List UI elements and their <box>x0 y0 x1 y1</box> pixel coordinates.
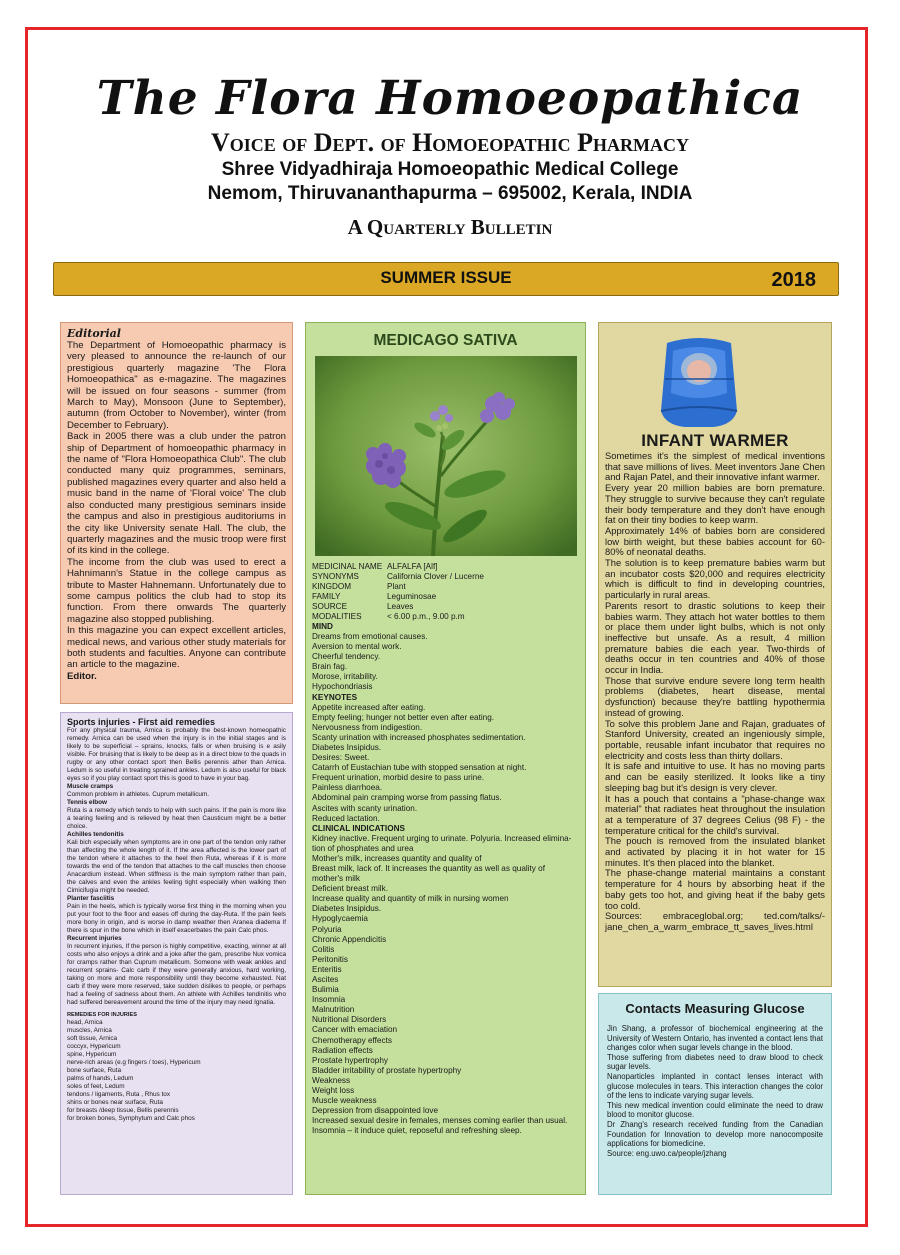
clinical-item: Ascites <box>312 975 339 984</box>
sports-section-text: Common problem in athletes. Cuprum metallicum. <box>67 791 210 798</box>
remedy-item: shins or bones near surface, Ruta <box>67 1099 163 1106</box>
issue-year: 2018 <box>771 269 816 291</box>
sports-section-heading: Tennis elbow <box>67 799 108 806</box>
fact-key: KINGDOM <box>312 582 352 591</box>
clinical-item: Chemotherapy effects <box>312 1035 392 1045</box>
fact-key: MODALITIES <box>312 612 362 621</box>
clinical-item: Colitis <box>312 944 335 954</box>
sports-section-text: Pain in the heels, which is typically worse first thing in the morning when you put your foot to the floor and eases off during the day-Ruta. If the pain feels more bony in origin, and is worse in damp weather then Aranea diadema If there is spur in the bone which in itself exacerbates the pain Calc phos. <box>67 903 286 934</box>
fact-key: SOURCE <box>312 602 348 611</box>
fact-value: Leguminosae <box>387 592 437 601</box>
infant-paragraph: The pouch is removed from the insulated blanket and activated by placing it in hot water for 15 minutes. It's then placed into the blanket. <box>605 835 825 868</box>
remedy-item: nerve-rich areas (e.g fingers / toes), Hypericum <box>67 1059 201 1066</box>
infant-warmer-box <box>598 322 832 987</box>
infant-paragraph: Those that survive endure severe long term health problems (diabetes, heart disease, mental dysfunction) because they're battling hypothermia instead of growing. <box>605 674 825 718</box>
issue-name: SUMMER ISSUE <box>380 268 512 287</box>
clinical-item: Bulimia <box>312 985 339 995</box>
clinical-item: Kidney inactive. Frequent urging to urinate. Polyuria. Increased elimina- <box>312 833 572 843</box>
mind-item: Aversion to mental work. <box>312 642 402 652</box>
glucose-paragraph: This new medical invention could eliminate the need to draw blood to monitor glucose. <box>607 1100 823 1120</box>
mind-item: Morose, irritability. <box>312 672 378 682</box>
bulletin-line: A Quarterly Bulletin <box>347 215 553 239</box>
remedy-item: spine, Hypericum <box>67 1051 117 1058</box>
mind-item: Dreams from emotional causes. <box>312 632 428 641</box>
remedy-item: for breasts /deep tissue, Bellis perennis <box>67 1107 179 1114</box>
college-name: Shree Vidyadhiraja Homoeopathic Medical College <box>221 159 679 180</box>
remedy-item: tendons / ligaments, Ruta , Rhus tox <box>67 1091 171 1098</box>
alfalfa-flower-image <box>315 356 577 556</box>
glucose-paragraph: Jin Shang, a professor of biochemical engineering at the University of Western Ontario, has invented a contact lens that changes color when sugar levels change in the blood. <box>607 1024 823 1053</box>
fact-value: < 6.00 p.m., 9.00 p.m <box>387 612 465 621</box>
magazine-title: The Flora Homoeopathica <box>96 71 804 126</box>
mind-item: Brain fag. <box>312 662 348 672</box>
college-address: Nemom, Thiruvananthapurma – 695002, Kerala, INDIA <box>207 183 693 204</box>
glucose-source: Source: eng.uwo.ca/people/jzhang <box>607 1148 727 1158</box>
editorial-heading: Editorial <box>67 327 121 340</box>
masthead <box>0 72 900 240</box>
clinical-item: Muscle weakness <box>312 1096 377 1106</box>
keynote-item: Empty feeling; hunger not better even after eating. <box>312 712 495 722</box>
fact-row <box>312 562 484 572</box>
fact-key: SYNONYMS <box>312 572 359 581</box>
remedy-item: head, Arnica <box>67 1019 103 1026</box>
keynote-item: Frequent urination, morbid desire to pass urine. <box>312 773 485 783</box>
infant-paragraph: Approximately 14% of babies born are considered low birth weight, but these babies account for 60-80% of neonatal deaths. <box>605 524 825 558</box>
infant-paragraph: To solve this problem Jane and Rajan, graduates of Stanford University, created an ingeniously simple, portable, reusable infant incubator that requires no electricity and costs less than thirty dollars. <box>605 717 825 761</box>
sports-section-heading: Achilles tendonitis <box>67 831 124 838</box>
clinical-item: Polyuria <box>312 924 342 934</box>
keynote-item: Catarrh of Eustachian tube with stopped sensation at night. <box>312 763 527 773</box>
clinical-item: Insomnia – it induce quiet, reposeful and refreshing sleep. <box>312 1126 522 1136</box>
infant-paragraph: Parents resort to drastic solutions to keep their babies warm. They attach hot water bottles to them or place them under light bulbs, which is not only ineffective but unsafe. As a result, 4 million premature babies die each year. Two-thirds of deaths occur in ten countries and 40% of those occur in India. <box>605 599 825 676</box>
clinical-item: Enteritis <box>312 964 342 974</box>
editorial-paragraph: The Department of Homoeopathic pharmacy is very pleased to announce the re-launch of our prestigious quarterly magazine 'The Flora Homoeopathica" as e-magazine. The magazines will be issued on four seasons - summer (from March to May), Monsoon (June to September), autumn (from October to November), winter (from December to February). <box>67 340 286 431</box>
keynote-item: Appetite increased after eating. <box>312 702 426 712</box>
infant-paragraph: The phase-change material maintains a constant temperature for 4 hours by absorbing heat if the baby gets too hot, and giving heat if the baby gets too cold. <box>605 867 825 911</box>
fact-row <box>312 582 484 592</box>
issue-bar <box>53 262 839 296</box>
clinical-item: Insomnia <box>312 995 346 1005</box>
clinical-item: mother's milk <box>312 874 360 884</box>
glucose-paragraph: Dr Zhang's research received funding from the Canadian Foundation for Innovation to develop more nanocomposite applications for biomedicine. <box>607 1119 823 1149</box>
fact-key: MEDICINAL NAME <box>312 562 383 571</box>
sports-intro: For any physical trauma, Arnica is probably the best-known homeopathic remedy. Arnica can be used when the injury is in the initial stages and is likely to be superficial – sprains, knocks, falls or when bruising is e asily visible. For bruising that is likely to be deep as in a direct blow to the quads in rugby or any other contact sport then Bellis perennis ather than Arnica. Ledum is so useful in treating sprained ankles. Ledum is also useful for black eyes so if you play contact sport this is good to have in your bag. <box>67 727 286 782</box>
clinical-item: tion of phosphates and urea <box>312 843 414 853</box>
editorial-paragraph: The income from the club was used to erect a Hahnimann's Statue in the college campus as tribute to Master Hahnemann. Unfortunately due to some campus politics the club had to stop its function. From there onwards The quarterly magazine also stopped publishing. <box>67 556 286 625</box>
sports-title: Sports injuries - First aid remedies <box>67 717 216 727</box>
clinical-item: Cancer with emaciation <box>312 1025 398 1035</box>
remedy-item: soles of feet, Ledum <box>67 1083 125 1090</box>
keynote-item: Diabetes Insipidus. <box>312 742 382 752</box>
clinical-item: Deficient breast milk. <box>312 884 388 894</box>
clinical-item: Peritonitis <box>312 954 348 964</box>
clinical-item: Radiation effects <box>312 1045 373 1055</box>
keynote-item: Painless diarrhoea. <box>312 783 383 793</box>
glucose-paragraph: Those suffering from diabetes need to draw blood to check sugar levels. <box>607 1052 823 1072</box>
fact-value: California Clover / Lucerne <box>387 572 484 581</box>
medicago-box <box>305 322 586 1195</box>
sports-section-heading: Planter fasciitis <box>67 895 115 902</box>
clinical-item: Weight loss <box>312 1086 355 1096</box>
sports-section-text: Kali bich especially when symptoms are in one part of the tendon only rather than affecting the whole length of it. If the area affected is the lower part of the tendon where it attaches to the heel then Ruta, whereas if it is more towards the end of the tendon that attaches to the calf muscles then choose Anacardium instead. When stiffness is the main symptom rather than pain, the calves and even the ankles feeling tight especially when walking then Cimicifugia might be needed. <box>67 839 286 894</box>
keynotes-heading: KEYNOTES <box>312 692 358 702</box>
editorial-signature: Editor. <box>67 670 97 682</box>
glucose-title: Contacts Measuring Glucose <box>625 1001 805 1016</box>
clinical-heading: CLINICAL INDICATIONS <box>312 823 405 833</box>
sports-section-heading: Recurrent injuries <box>67 935 122 942</box>
clinical-item: Depression from disappointed love <box>312 1106 439 1116</box>
remedy-item: for broken bones, Symphytum and Calc phos <box>67 1115 195 1122</box>
clinical-item: Weakness <box>312 1075 351 1085</box>
clinical-item: Bladder irritability of prostate hypertrophy <box>312 1065 462 1075</box>
infant-paragraph: It has a pouch that contains a "phase-change wax material" that radiates heat throughout the insulation at a temperature of 37 degrees Celius (98 F) - the temperature critical for the child's survival. <box>605 792 825 836</box>
fact-value: ALFALFA [Alf] <box>387 562 438 571</box>
remedy-item: coccyx, Hypericum <box>67 1043 121 1050</box>
medicago-facts-table <box>312 562 484 622</box>
fact-row <box>312 572 484 582</box>
clinical-item: Nutritional Disorders <box>312 1015 387 1025</box>
infant-title: INFANT WARMER <box>641 431 789 450</box>
infant-paragraph: Every year 20 million babies are born premature. They struggle to survive because they can't regulate their body temperature and they don't have enough fat on their tiny bodies to keep warm. <box>605 482 825 526</box>
clinical-item: Breast milk, lack of. It increases the quantity as well as quality of <box>312 863 545 873</box>
remedy-item: palms of hands, Ledum <box>67 1075 134 1082</box>
sports-section-text: In recurrent injuries, If the person is highly competitive, exacting, winner at all costs who also enjoys a drink and a joke after the gam, prescribe Nux vomica for cramps rather than Cuprum metallicum. Someone with weak ankles and recurrent sprains- Calc carb if they were generally anxious, hard working, taking on more and more responsibility until they become exhausted. Nat carb if they were more reserved, take sudden dislikes to people, or perhaps had a feeling of sadness about them. An athlete with Achilles tendinitis who had suffered bereavement around the time of the injury may need Ignatia. <box>67 943 286 1006</box>
infant-paragraph: Sometimes it's the simplest of medical inventions that save millions of lives. Meet inventors Jane Chen and Rajan Patel, and their innovative infant warmer. <box>605 450 825 483</box>
fact-value: Leaves <box>387 602 414 611</box>
remedies-heading: REMEDIES FOR INJURIES <box>67 1012 137 1018</box>
department-line: Voice of Dept. of Homoeopathic Pharmacy <box>211 128 689 157</box>
clinical-item: Mother's milk, increases quantity and quality of <box>312 853 482 863</box>
mind-item: Hypochondriasis <box>312 682 373 692</box>
keynote-item: Reduced lactation. <box>312 813 380 823</box>
keynote-item: Ascites with scanty urination. <box>312 803 418 813</box>
infant-paragraph: The solution is to keep premature babies warm but an incubator costs $20,000 and requires electricity which is difficult to find in developing countries, particularly in rural areas. <box>605 557 825 601</box>
glucose-box <box>598 993 832 1195</box>
clinical-item: Malnutrition <box>312 1005 355 1015</box>
mind-heading: MIND <box>312 622 333 631</box>
editorial-box <box>60 322 293 704</box>
clinical-item: Hypoglycaemia <box>312 914 368 924</box>
fact-row <box>312 602 484 612</box>
keynote-item: Desires: Sweet. <box>312 753 370 763</box>
sports-injuries-box <box>60 712 293 1195</box>
remedy-item: muscles, Arnica <box>67 1027 112 1034</box>
fact-value: Plant <box>387 582 406 591</box>
infant-warmer-image <box>653 333 745 429</box>
keynote-item: Scanty urination with increased phosphates sedimentation. <box>312 732 526 742</box>
mind-item: Cheerful tendency. <box>312 652 381 662</box>
keynote-item: Abdominal pain cramping worse from passing flatus. <box>312 793 502 803</box>
clinical-item: Chronic Appendicitis <box>312 934 387 944</box>
keynote-item: Nervousness from indigestion. <box>312 722 423 732</box>
editorial-paragraph: Back in 2005 there was a club under the patron ship of Department of homoeopathic pharmacy in the name of "Flora Homoeopathica Club". The club conducted many quiz programmes, seminars, published magazines every quarter and also held a music band in the name of 'Floral voice' The club also conducted many prestigious seminars inside the campus and also in prestigious auditoriums in the city like University senate Hall. The club, the quarterly magazines and the music troop were first of its kind in the college. <box>67 431 286 557</box>
infant-sources: Sources: embraceglobal.org; ted.com/talks/-jane_chen_a_warm_embrace_tt_saves_lives.html <box>605 910 825 932</box>
sports-section-text: Ruta is a remedy which tends to help with such pains. If the pain is more like a tearing feeling and is relieved by heat then Causticum might be a better choice. <box>67 807 286 830</box>
clinical-item: Prostate hypertrophy <box>312 1055 389 1065</box>
fact-key: FAMILY <box>312 592 341 601</box>
medicago-title: MEDICAGO SATIVA <box>373 332 518 349</box>
fact-row <box>312 612 484 622</box>
clinical-item: Diabetes Insipidus. <box>312 904 382 914</box>
infant-paragraph: It is safe and intuitive to use. It has no moving parts and can be easily sterilized. It looks like a tiny sleeping bag but it's design is very clever. <box>605 760 825 793</box>
remedy-item: bone surface, Ruta <box>67 1067 121 1074</box>
editorial-paragraph: In this magazine you can expect excellent articles, medical news, and various other study materials for both students and faculties. Anyone can contribute an article to the magazine. <box>67 625 286 671</box>
clinical-item: Increased sexual desire in females, menses coming earlier than usual. <box>312 1116 568 1126</box>
clinical-item: Increase quality and quantity of milk in nursing women <box>312 894 509 904</box>
sports-section-heading: Muscle cramps <box>67 783 114 790</box>
remedy-item: soft tissue, Arnica <box>67 1035 118 1042</box>
fact-row <box>312 592 484 602</box>
glucose-paragraph: Nanoparticles implanted in contact lenses interact with glucose molecules in tears. This interaction changes the color of the lens to indicate varying sugar levels. <box>607 1071 823 1101</box>
